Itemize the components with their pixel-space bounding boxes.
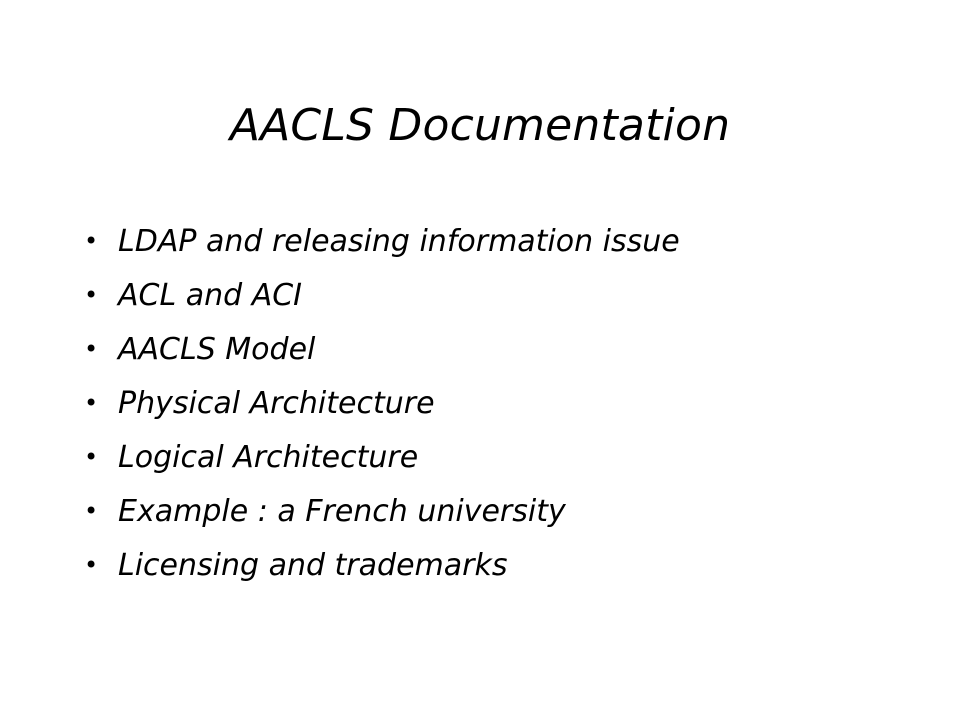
bullet-text: Logical Architecture <box>118 439 419 475</box>
bullet-item-example <box>84 484 680 538</box>
bullet-item-acl-aci <box>84 268 680 322</box>
bullet-text: Physical Architecture <box>118 385 435 421</box>
bullet-dot-icon: • <box>84 497 99 525</box>
bullet-text: Licensing and trademarks <box>118 547 508 583</box>
slide-title: AACLS Documentation <box>229 100 731 151</box>
bullet-dot-icon: • <box>84 551 99 579</box>
bullet-dot-icon: • <box>84 281 99 309</box>
bullet-dot-icon: • <box>84 443 99 471</box>
bullet-dot-icon: • <box>84 335 99 363</box>
bullet-item-logical-architecture <box>84 430 680 484</box>
bullet-list <box>84 214 680 592</box>
bullet-item-physical-architecture <box>84 376 680 430</box>
bullet-item-licensing <box>84 538 680 592</box>
bullet-dot-icon: • <box>84 227 99 255</box>
bullet-text: AACLS Model <box>118 331 316 367</box>
bullet-dot-icon: • <box>84 389 99 417</box>
bullet-text: ACL and ACI <box>118 277 303 313</box>
bullet-item-aacls-model <box>84 322 680 376</box>
bullet-text: Example : a French university <box>118 493 566 529</box>
bullet-item-ldap <box>84 214 680 268</box>
bullet-text: LDAP and releasing information issue <box>118 223 680 259</box>
